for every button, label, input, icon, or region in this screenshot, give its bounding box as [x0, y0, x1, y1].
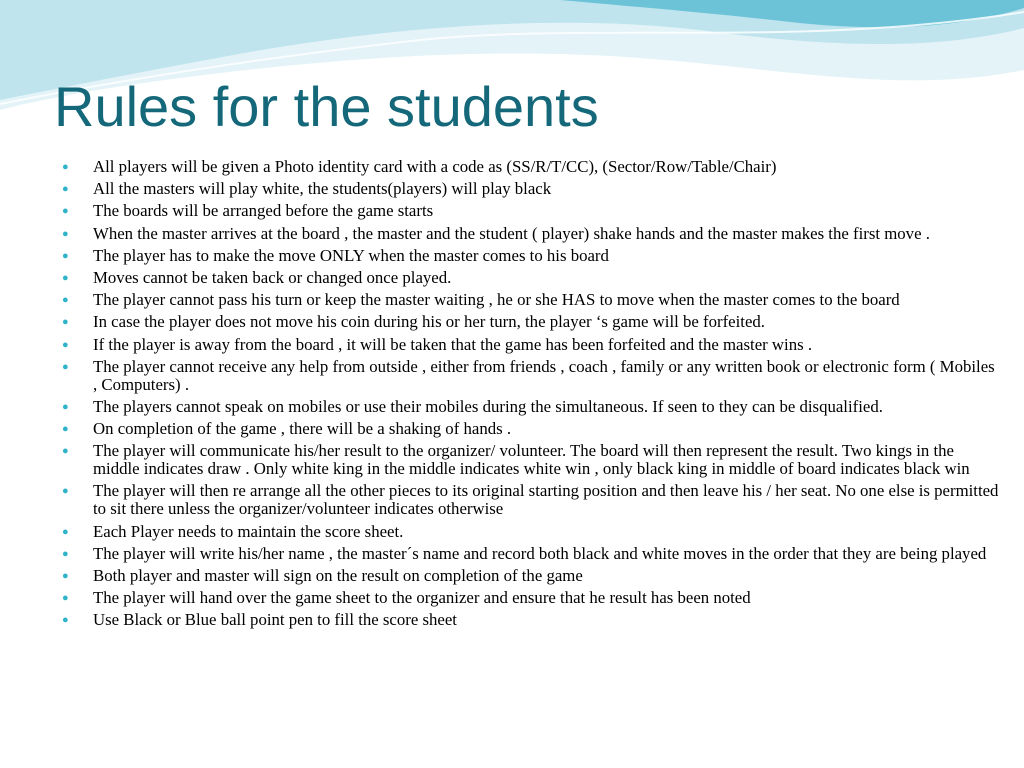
rule-text: The player has to make the move ONLY when the master comes to his board [93, 245, 609, 265]
rule-text: Use Black or Blue ball point pen to fill the score sheet [93, 610, 457, 630]
list-item [62, 225, 1000, 243]
list-item [62, 336, 1000, 354]
round-bullet-icon [62, 420, 72, 438]
list-item [62, 291, 1000, 309]
round-bullet-icon [62, 180, 72, 198]
list-item [62, 180, 1000, 198]
round-bullet-icon [62, 589, 72, 607]
list-item [62, 523, 1000, 541]
rule-text: Each Player needs to maintain the score sheet. [93, 521, 404, 541]
round-bullet-icon [62, 545, 72, 563]
list-item [62, 358, 1000, 394]
rule-text: The player will write his/her name , the master´s name and record both black and white moves in the order that they are being played [93, 543, 987, 563]
list-item [62, 202, 1000, 220]
list-item [62, 313, 1000, 331]
rule-text: In case the player does not move his coin during his or her turn, the player ‘s game will be forfeited. [93, 312, 765, 332]
list-item [62, 482, 1000, 518]
round-bullet-icon [62, 202, 72, 220]
list-item [62, 269, 1000, 287]
rule-text: The player cannot pass his turn or keep the master waiting , he or she HAS to move when the master comes to the board [93, 290, 900, 310]
round-bullet-icon [62, 247, 72, 265]
round-bullet-icon [62, 269, 72, 287]
rule-text: All players will be given a Photo identity card with a code as (SS/R/T/CC), (Sector/Row/Table/Chair) [93, 157, 777, 176]
round-bullet-icon [62, 291, 72, 309]
round-bullet-icon [62, 611, 72, 629]
round-bullet-icon [62, 442, 72, 460]
list-item [62, 420, 1000, 438]
round-bullet-icon [62, 225, 72, 243]
rules-list [62, 158, 1000, 634]
rule-text: The player will then re arrange all the other pieces to its original starting position and then leave his / her seat. No one else is permitted to sit there unless the organizer/volunteer indicates otherwise [93, 481, 999, 519]
list-item [62, 611, 1000, 629]
rule-text: If the player is away from the board , it will be taken that the game has been forfeited and the master wins . [93, 334, 813, 354]
list-item [62, 589, 1000, 607]
round-bullet-icon [62, 482, 72, 500]
slide-title: Rules for the students [54, 75, 599, 138]
round-bullet-icon [62, 158, 72, 176]
rule-text: The players cannot speak on mobiles or use their mobiles during the simultaneous. If seen to they can be disqualified. [93, 396, 883, 416]
list-item [62, 158, 1000, 176]
rule-text: The player will communicate his/her result to the organizer/ volunteer. The board will then represent the result. Two kings in the middle indicates draw . Only white king in the middle indicates white win , only black king in middle of board indicates black win [93, 441, 970, 479]
list-item [62, 545, 1000, 563]
rule-text: Both player and master will sign on the result on completion of the game [93, 566, 583, 585]
rule-text: All the masters will play white, the students(players) will play black [93, 179, 552, 199]
list-item [62, 247, 1000, 265]
round-bullet-icon [62, 336, 72, 354]
round-bullet-icon [62, 567, 72, 585]
list-item [62, 398, 1000, 416]
rule-text: The boards will be arranged before the game starts [93, 201, 434, 221]
rule-text: The player will hand over the game sheet to the organizer and ensure that he result has been noted [93, 588, 751, 608]
round-bullet-icon [62, 313, 72, 331]
rule-text: When the master arrives at the board , the master and the student ( player) shake hands and the master makes the first move . [93, 223, 930, 243]
rule-text: Moves cannot be taken back or changed once played. [93, 267, 452, 287]
round-bullet-icon [62, 358, 72, 376]
list-item [62, 567, 1000, 585]
round-bullet-icon [62, 398, 72, 416]
round-bullet-icon [62, 523, 72, 541]
rule-text: On completion of the game , there will be a shaking of hands . [93, 419, 512, 439]
list-item [62, 442, 1000, 478]
rule-text: The player cannot receive any help from outside , either from friends , coach , family or any written book or electronic form ( Mobiles , Computers) . [93, 356, 995, 394]
